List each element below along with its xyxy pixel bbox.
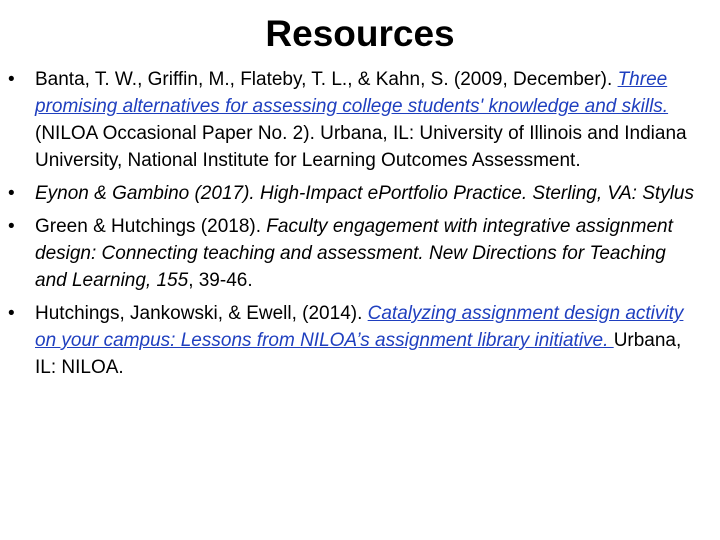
- reference-text: Urbana, IL: NILOA.: [35, 330, 682, 378]
- reference-item-banta: [0, 66, 720, 174]
- bullet-icon: •: [8, 183, 15, 204]
- reference-text: Hutchings, Jankowski, & Ewell, (2014).: [35, 303, 368, 324]
- reference-text: Banta, T. W., Griffin, M., Flateby, T. L., & Kahn, S. (2009, December).: [35, 69, 618, 90]
- reference-link-banta[interactable]: Three promising alternatives for assessing college students' knowledge and skills.: [35, 69, 669, 117]
- reference-text: Eynon & Gambino (2017).: [35, 183, 260, 204]
- reference-title: Faculty engagement with integrative assignment design: Connecting teaching and assessment. New Directions for Teaching and Learning, 155: [35, 216, 673, 291]
- reference-link-hutchings[interactable]: Catalyzing assignment design activity on your campus: Lessons from NILOA’s assignment library initiative.: [35, 303, 684, 351]
- reference-item-eynon: [0, 180, 720, 207]
- bullet-icon: •: [8, 303, 15, 324]
- reference-text: , 39-46.: [188, 270, 253, 291]
- reference-text: Green & Hutchings (2018).: [35, 216, 267, 237]
- reference-text: (NILOA Occasional Paper No. 2). Urbana, IL: University of Illinois and Indiana University, National Institute for Learning Outcomes Assessment.: [35, 123, 687, 171]
- reference-item-green: [0, 213, 720, 294]
- bullet-icon: •: [8, 69, 15, 90]
- bullet-icon: •: [8, 216, 15, 237]
- reference-list: [0, 66, 720, 387]
- reference-title: High-Impact ePortfolio Practice. Sterling, VA: Stylus: [259, 183, 694, 204]
- page-title: Resources: [265, 13, 455, 54]
- reference-item-hutchings: [0, 300, 720, 381]
